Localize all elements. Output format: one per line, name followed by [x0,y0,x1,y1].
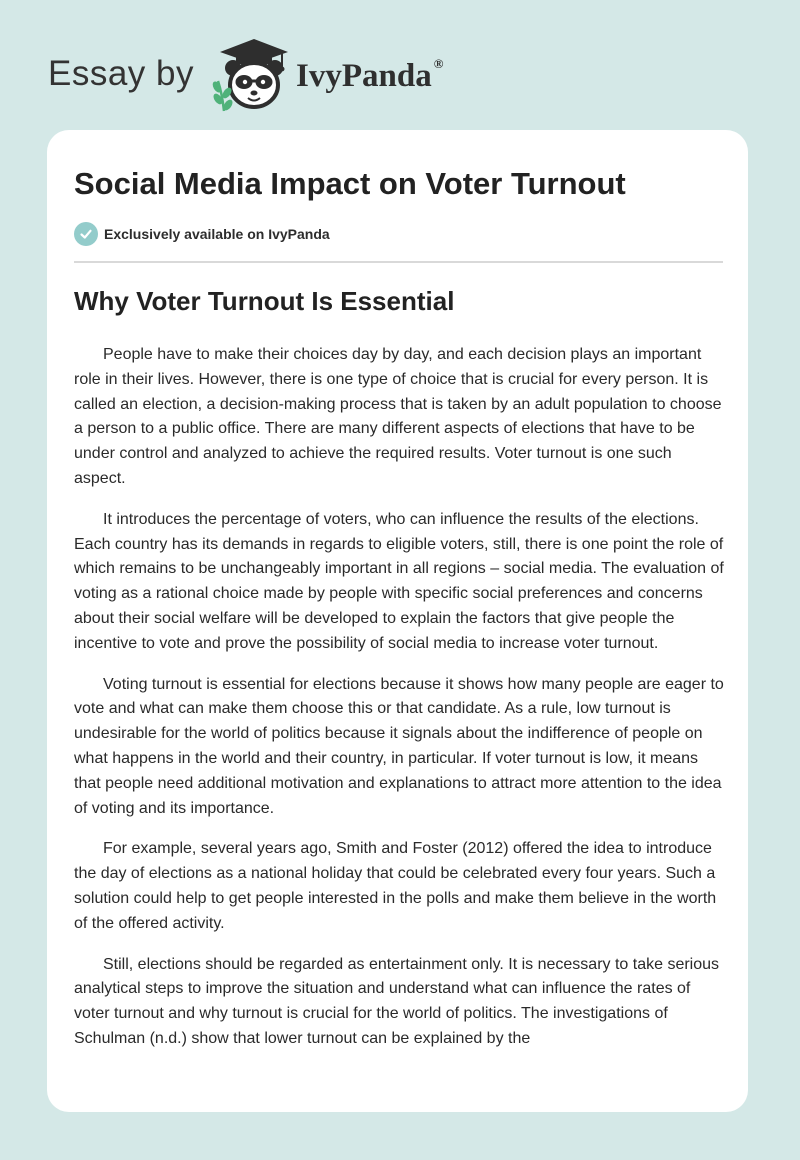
brand-name [296,55,444,95]
brand-prefix: Essay by [48,54,194,93]
paragraph: People have to make their choices day by day, and each decision plays an important role in their lives. However, there is one type of choice that is crucial for every person. It is called an election, a decision-making process that is taken by an adult population to choose a person to a public office. There are many different aspects of elections that have to be under control and analyzed to achieve the required results. Voter turnout is one such aspect. [74,346,722,487]
brand-header [48,34,443,114]
paragraph: For example, several years ago, Smith and Foster (2012) offered the idea to introduce the day of elections as a national holiday that could be celebrated every four years. Such a solution could help to get people interested in the polls and make them believe in the worth of the offered activity. [74,840,717,932]
brand-name-text: IvyPanda [296,57,432,94]
essay-body [74,343,726,1068]
availability-text: Exclusively available on IvyPanda [104,226,330,242]
check-icon [74,222,98,246]
paragraph: It introduces the percentage of voters, who can influence the results of the elections. Each country has its demands in regards to eligible voters, still, there is one point the role of which remains to be unchangeably important in all regions – social media. The evaluation of voting as a rational choice made by people with specific social preferences and concerns about their social welfare will be developed to explain the factors that give people the incentive to vote and prove the possibility of social media to increase voter turnout. [74,510,724,652]
section-heading: Why Voter Turnout Is Essential [74,286,455,316]
availability-badge [74,222,330,246]
title-divider [74,261,723,263]
panda-graduate-logo-icon [208,35,294,113]
brand-trademark: ® [433,55,444,71]
paragraph: Voting turnout is essential for elections because it shows how many people are eager to vote and what can make them choose this or that candidate. As a rule, low turnout is undesirable for the world of politics because it signals about the indifference of people on what happens in the world and their country, in particular. If voter turnout is low, it means that people need additional motivation and explanations to attract more attention to the idea of voting and its importance. [74,675,724,817]
paragraph: Still, elections should be regarded as entertainment only. It is necessary to take serious analytical steps to improve the situation and understand what can influence the rates of voter turnout and why turnout is crucial for the world of politics. The investigations of Schulman (n.d.) show that lower turnout can be explained by the [74,955,720,1047]
essay-title: Social Media Impact on Voter Turnout [74,166,626,201]
essay-card [47,130,748,1112]
